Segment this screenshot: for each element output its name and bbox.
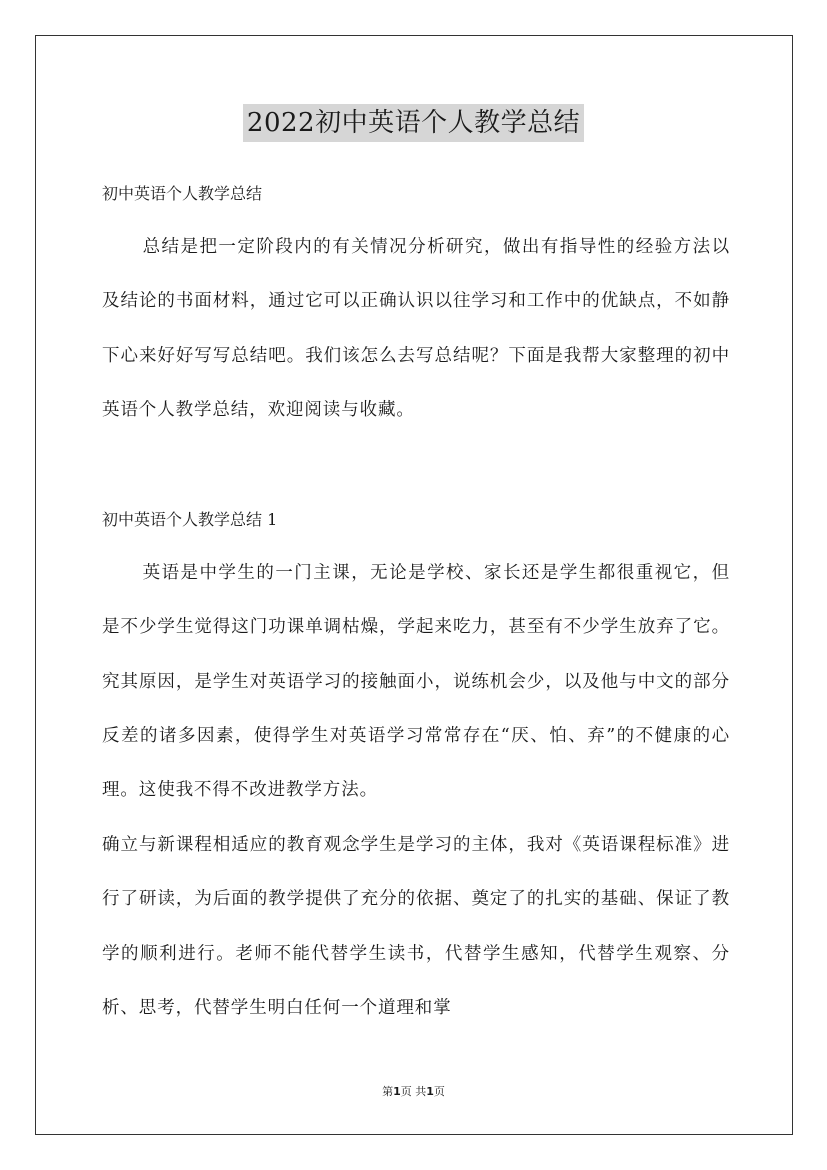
intro-paragraph <box>102 220 730 437</box>
section1-paragraph-2: 确立与新课程相适应的教育观念学生是学习的主体，我对《英语课程标准》进行了研读，为后面的教学提供了充分的依据、奠定了的扎实的基础、保证了教学的顺利进行。老师不能代替学生读书，代替学生感知，代替学生观察、分析、思考，代替学生明白任何一个道理和掌 <box>102 835 730 1018</box>
section-heading-intro: 初中英语个人教学总结 <box>102 184 263 203</box>
section-heading-1: 初中英语个人教学总结 1 <box>102 510 278 529</box>
page-footer <box>0 1084 827 1100</box>
section1-paragraph-1-text: 英语是中学生的一门主课，无论是学校、家长还是学生都很重视它，但是不少学生觉得这门功课单调枯燥，学起来吃力，甚至有不少学生放弃了它。究其原因，是学生对英语学习的接触面小，说练机会少，以及他与中文的部分反差的诸多因素，使得学生对英语学习常常存在“厌、怕、弃”的不健康的心理。这使我不得不改进教学方法。 <box>102 563 730 801</box>
footer-page-current: 1 <box>393 1085 401 1098</box>
footer-page-total: 1 <box>426 1085 434 1098</box>
document-title: 2022初中英语个人教学总结 <box>243 104 584 142</box>
intro-paragraph-text: 总结是把一定阶段内的有关情况分析研究，做出有指导性的经验方法以及结论的书面材料，通过它可以正确认识以往学习和工作中的优缺点，不如静下心来好好写写总结吧。我们该怎么去写总结呢？下面是我帮大家整理的初中英语个人教学总结，欢迎阅读与收藏。 <box>102 237 730 420</box>
footer-mid: 页 共 <box>400 1085 427 1098</box>
title-container <box>0 104 827 142</box>
footer-suffix: 页 <box>433 1085 445 1098</box>
footer-prefix: 第 <box>382 1085 394 1098</box>
section1-paragraph-1 <box>102 546 730 817</box>
